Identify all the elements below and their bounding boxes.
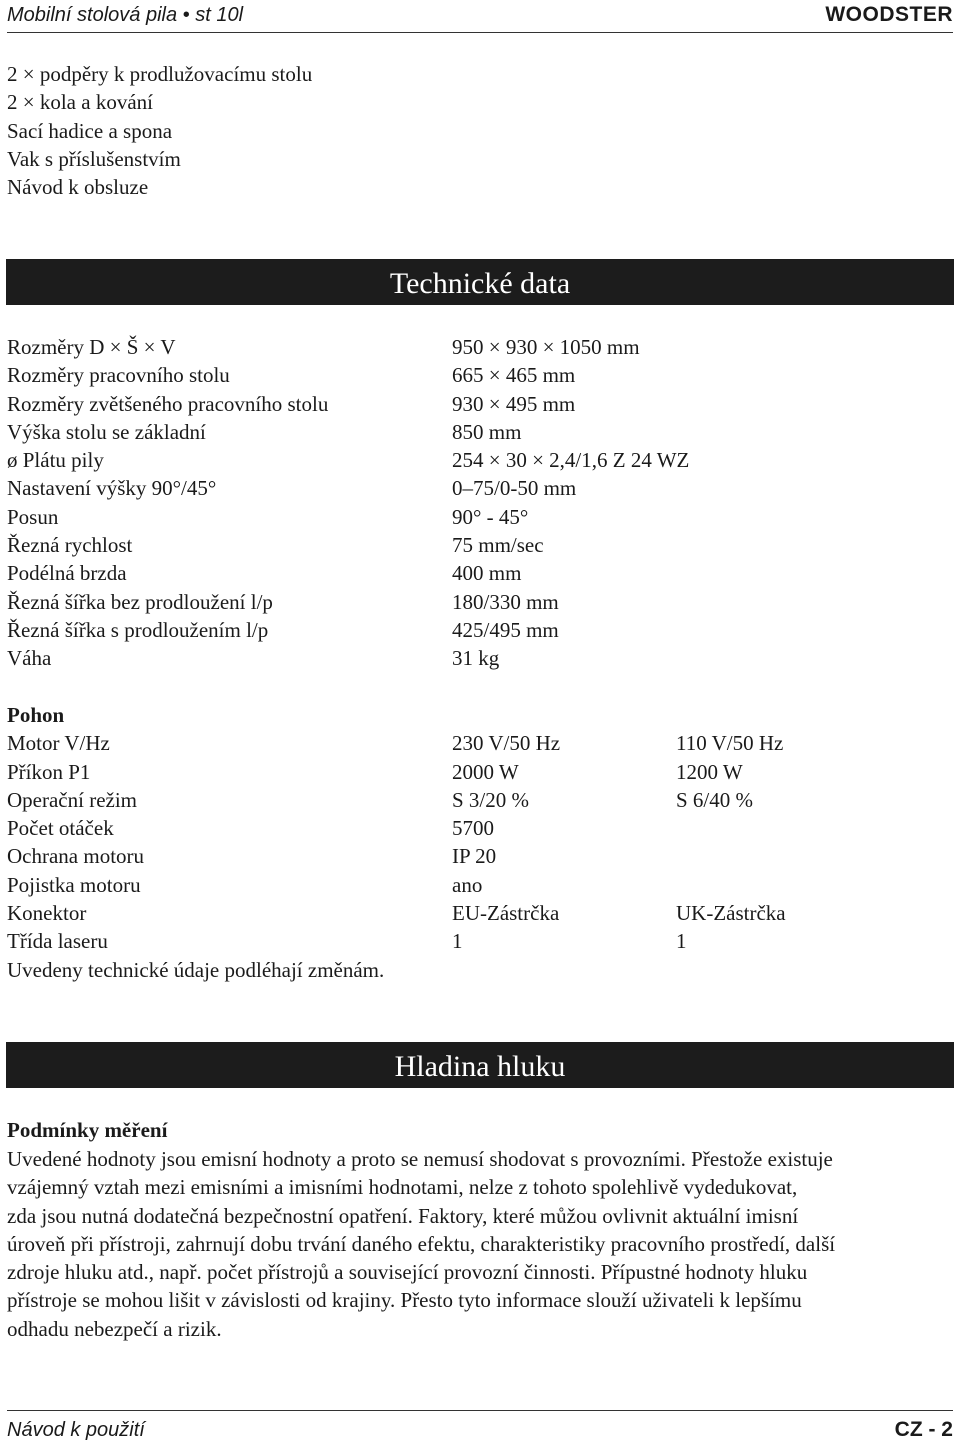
table-row [7, 361, 953, 389]
table-row [7, 644, 953, 672]
paragraph-line: přístroje se mohou lišit v závislosti od krajiny. Přesto tyto informace slouží uživateli k lepšímu [7, 1288, 802, 1313]
spec-label: Výška stolu se základní [7, 419, 206, 444]
spec-label: Rozměry zvětšeného pracovního stolu [7, 391, 329, 416]
spec-label: Váha [7, 646, 52, 671]
spec-value: 90° - 45° [452, 504, 529, 529]
header-title: Mobilní stolová pila • st 10l [7, 4, 244, 26]
spec-value: 31 kg [452, 646, 500, 671]
spec-value: 75 mm/sec [452, 533, 544, 558]
spec-value: 665 × 465 mm [452, 363, 576, 388]
spec-label: Řezná šířka bez prodloužení l/p [7, 589, 273, 614]
table-row [7, 842, 953, 870]
list-item: 2 × kola a kování [7, 90, 153, 115]
section-title-noise: Hladina hluku [6, 1042, 954, 1088]
table-row [7, 559, 953, 587]
drive-value-2: UK-Zástrčka [676, 901, 786, 926]
disclaimer-note: Uvedeny technické údaje podléhají změnám. [7, 958, 385, 982]
table-row [7, 531, 953, 559]
brand-logo: WOODSTER [825, 3, 953, 26]
spec-value: 180/330 mm [452, 589, 559, 614]
spec-label: Řezná šířka s prodloužením l/p [7, 617, 269, 642]
table-row [7, 786, 953, 814]
drive-label: Motor V/Hz [7, 731, 110, 756]
drive-label: Operační režim [7, 787, 138, 812]
spec-label: Rozměry pracovního stolu [7, 363, 230, 388]
table-row [7, 899, 953, 927]
page-number: CZ - 2 [894, 1418, 953, 1441]
drive-value-1: 1 [452, 929, 463, 954]
noise-subheading: Podmínky měření [7, 1118, 168, 1142]
spec-label: ø Plátu pily [7, 448, 104, 473]
table-row [7, 390, 953, 418]
paragraph-line: Uvedené hodnoty jsou emisní hodnoty a proto se nemusí shodovat s provozními. Přestože existuje [7, 1147, 833, 1171]
spec-label: Posun [7, 504, 59, 529]
page-footer [7, 1410, 953, 1445]
table-row [7, 616, 953, 644]
drive-label: Příkon P1 [7, 759, 91, 784]
drive-value-2: 1200 W [676, 759, 743, 784]
table-row [7, 474, 953, 502]
drive-value-1: ano [452, 872, 483, 897]
list-item: 2 × podpěry k prodlužovacímu stolu [7, 62, 313, 86]
table-row [7, 503, 953, 531]
spec-value: 930 × 495 mm [452, 391, 576, 416]
list-item: Vak s příslušenstvím [7, 146, 181, 171]
accessories-list [7, 60, 312, 201]
table-row [7, 758, 953, 786]
drive-value-1: S 3/20 % [452, 787, 530, 812]
spec-label: Řezná rychlost [7, 533, 133, 558]
drive-table [7, 701, 953, 956]
drive-value-2: 1 [676, 929, 687, 954]
paragraph-line: úroveň při přístroji, zahrnují dobu trvání daného efektu, charakteristiky pracovního prostředí, další [7, 1231, 836, 1256]
table-row [7, 814, 953, 842]
paragraph-line: odhadu nebezpečí a rizik. [7, 1316, 222, 1341]
drive-value-1: 230 V/50 Hz [452, 731, 561, 756]
spec-value: 0–75/0-50 mm [452, 476, 577, 501]
drive-value-2: 110 V/50 Hz [676, 731, 784, 756]
paragraph-line: zda jsou nutná dodatečná bezpečnostní opatření. Faktory, které můžou ovlivnit aktuální imisní [7, 1203, 799, 1228]
table-row [7, 871, 953, 899]
paragraph-line: vzájemný vztah mezi emisními a imisními hodnotami, nelze z tohoto spolehlivě vydedukovat, [7, 1175, 798, 1200]
drive-heading-text: Pohon [7, 703, 65, 727]
spec-value: 950 × 930 × 1050 mm [452, 335, 640, 359]
spec-value: 400 mm [452, 561, 522, 586]
drive-label: Počet otáček [7, 816, 114, 841]
list-item: Návod k obsluze [7, 175, 149, 200]
spec-label: Nastavení výšky 90°/45° [7, 476, 217, 501]
drive-value-1: 2000 W [452, 759, 519, 784]
table-row [7, 333, 953, 361]
drive-heading [7, 701, 953, 729]
paragraph-line: zdroje hluku atd., např. počet přístrojů a související provozní činnosti. Přípustné hodnoty hluku [7, 1260, 808, 1285]
drive-value-1: EU-Zástrčka [452, 901, 560, 926]
spec-value: 850 mm [452, 419, 522, 444]
drive-label: Třída laseru [7, 929, 108, 954]
spec-value: 425/495 mm [452, 617, 559, 642]
spec-value: 254 × 30 × 2,4/1,6 Z 24 WZ [452, 448, 690, 473]
spec-label: Rozměry D × Š × V [7, 335, 176, 359]
noise-paragraph [7, 1145, 953, 1343]
section-title-tech: Technické data [6, 259, 954, 305]
table-row [7, 418, 953, 446]
drive-value-1: IP 20 [452, 844, 497, 869]
spec-label: Podélná brzda [7, 561, 127, 586]
drive-value-1: 5700 [452, 816, 494, 841]
table-row [7, 927, 953, 955]
drive-label: Ochrana motoru [7, 844, 145, 869]
drive-label: Pojistka motoru [7, 872, 141, 897]
footer-title: Návod k použití [7, 1419, 145, 1441]
table-row [7, 446, 953, 474]
drive-value-2: S 6/40 % [676, 787, 754, 812]
table-row [7, 729, 953, 757]
page-header [7, 2, 953, 33]
tech-data-table [7, 333, 953, 673]
drive-label: Konektor [7, 901, 87, 926]
list-item: Sací hadice a spona [7, 118, 173, 143]
table-row [7, 588, 953, 616]
